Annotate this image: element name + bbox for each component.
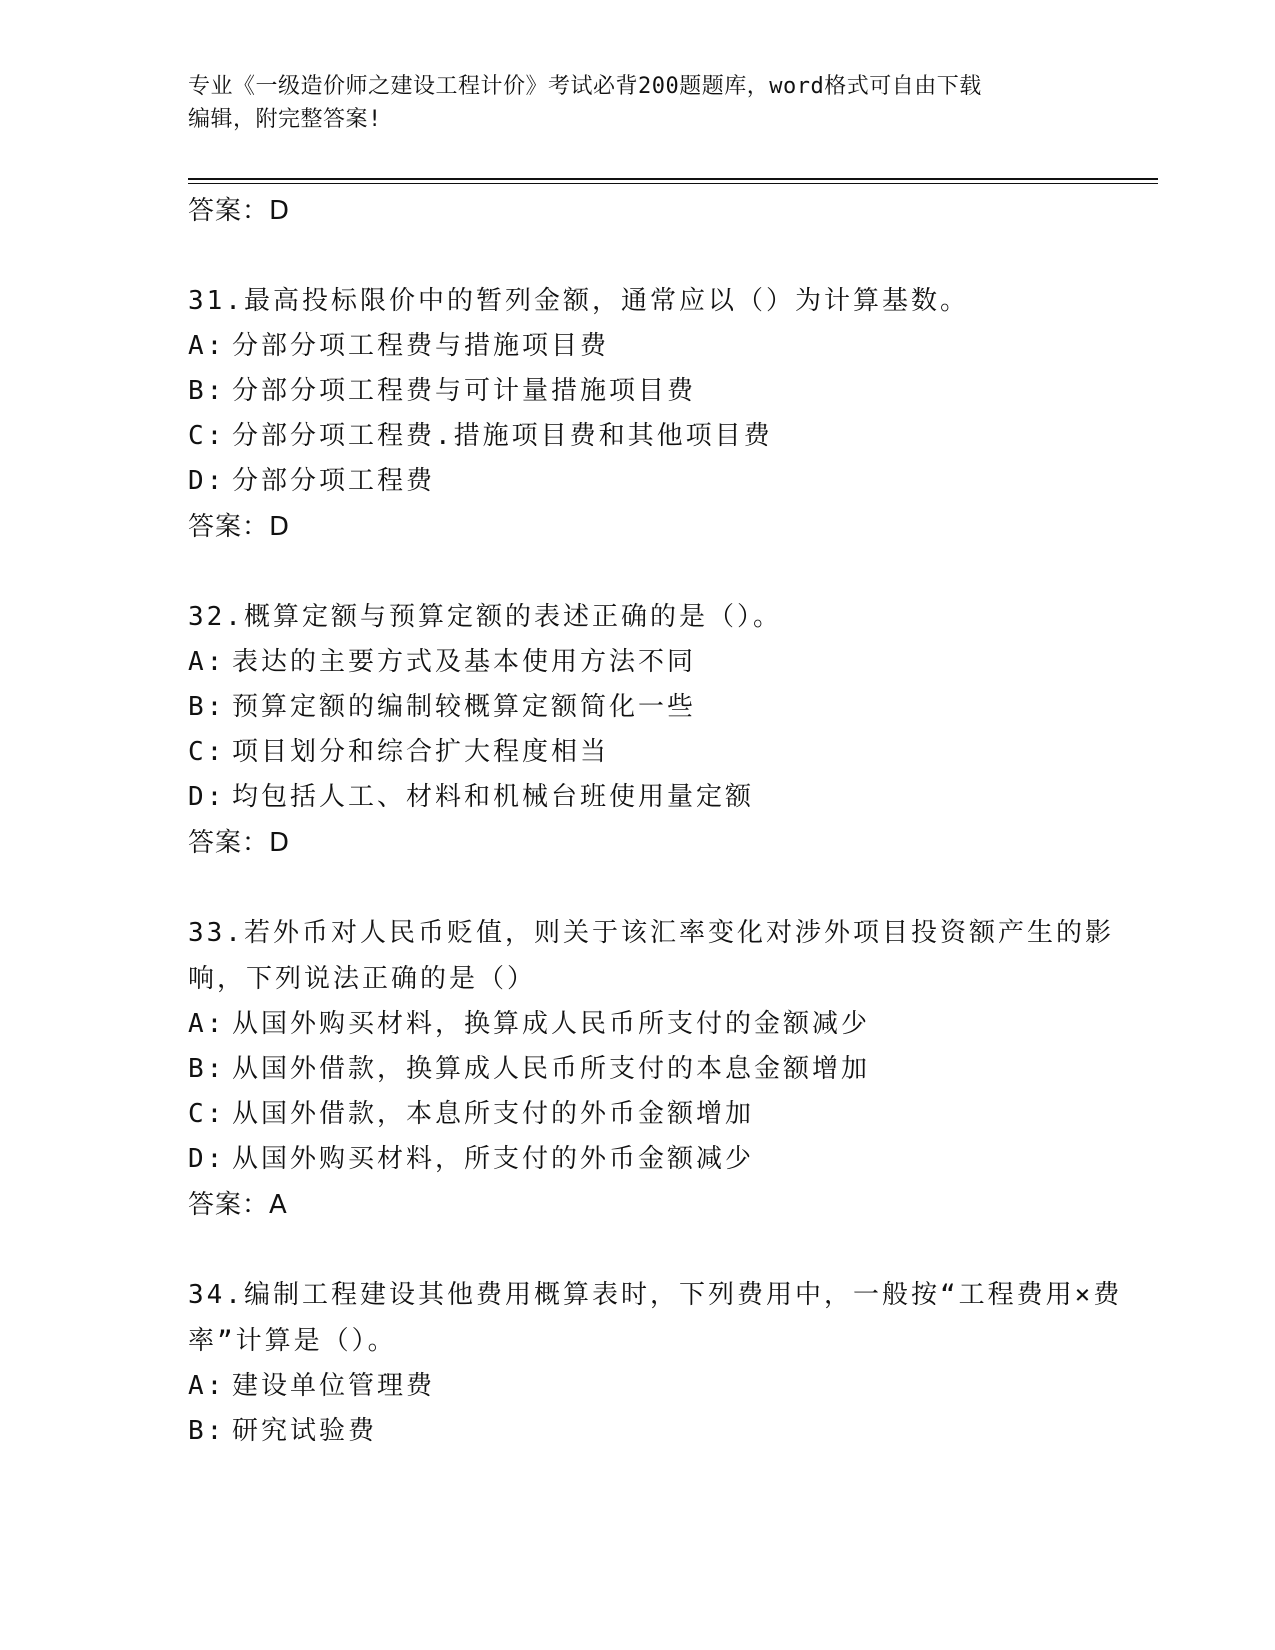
option-text: 分部分项工程费.措施项目费和其他项目费	[232, 421, 773, 451]
question-32	[188, 594, 1148, 866]
spacer	[188, 866, 1148, 910]
option-text: 从国外借款，换算成人民币所支付的本息金额增加	[232, 1054, 871, 1084]
option-letter: A:	[188, 1371, 226, 1401]
question-stem: 33.若外币对人民币贬值，则关于该汇率变化对涉外项目投资额产生的影响，下列说法正确的是（）	[188, 918, 1114, 994]
question-content	[188, 188, 1148, 1454]
option-text: 从国外购买材料，换算成人民币所支付的金额减少	[232, 1009, 871, 1039]
spacer	[188, 234, 1148, 278]
option-b	[188, 1409, 1148, 1454]
option-a	[188, 324, 1148, 369]
option-letter: A:	[188, 1009, 226, 1039]
option-c	[188, 1092, 1148, 1137]
question-stem: 34.编制工程建设其他费用概算表时，下列费用中，一般按“工程费用×费率”计算是（）。	[188, 1280, 1123, 1356]
option-letter: C:	[188, 421, 226, 451]
answer-line: 答案：D	[188, 828, 291, 858]
option-text: 分部分项工程费	[232, 466, 436, 496]
option-letter: B:	[188, 1054, 226, 1084]
option-text: 建设单位管理费	[232, 1371, 436, 1401]
option-letter: C:	[188, 1099, 226, 1129]
option-letter: B:	[188, 692, 226, 722]
question-34	[188, 1272, 1148, 1454]
option-text: 均包括人工、材料和机械台班使用量定额	[232, 782, 755, 812]
option-text: 项目划分和综合扩大程度相当	[232, 737, 610, 767]
option-a	[188, 640, 1148, 685]
header-divider	[188, 178, 1158, 184]
option-letter: A:	[188, 331, 226, 361]
answer-line: 答案：A	[188, 1190, 288, 1220]
option-letter: D:	[188, 1144, 226, 1174]
option-text: 研究试验费	[232, 1416, 378, 1446]
spacer	[188, 550, 1148, 594]
option-d	[188, 1137, 1148, 1182]
answer-line: 答案：D	[188, 196, 291, 226]
option-text: 分部分项工程费与措施项目费	[232, 331, 610, 361]
option-c	[188, 414, 1148, 459]
option-a	[188, 1002, 1148, 1047]
option-a	[188, 1364, 1148, 1409]
option-text: 从国外借款，本息所支付的外币金额增加	[232, 1099, 755, 1129]
option-d	[188, 459, 1148, 504]
question-33	[188, 910, 1148, 1228]
option-text: 表达的主要方式及基本使用方法不同	[232, 647, 697, 677]
option-text: 分部分项工程费与可计量措施项目费	[232, 376, 697, 406]
option-letter: D:	[188, 466, 226, 496]
question-stem: 32.概算定额与预算定额的表述正确的是（）。	[188, 602, 782, 632]
option-b	[188, 369, 1148, 414]
question-stem: 31.最高投标限价中的暂列金额，通常应以（）为计算基数。	[188, 286, 969, 316]
option-c	[188, 730, 1148, 775]
option-letter: D:	[188, 782, 226, 812]
option-letter: B:	[188, 1416, 226, 1446]
option-letter: B:	[188, 376, 226, 406]
option-d	[188, 775, 1148, 820]
option-b	[188, 1047, 1148, 1092]
spacer	[188, 1228, 1148, 1272]
option-letter: C:	[188, 737, 226, 767]
question-31	[188, 278, 1148, 550]
header-title-line-2: 编辑，附完整答案!	[188, 107, 382, 132]
option-text: 预算定额的编制较概算定额简化一些	[232, 692, 697, 722]
option-letter: A:	[188, 647, 226, 677]
document-header	[188, 70, 1088, 136]
option-b	[188, 685, 1148, 730]
header-title-line-1: 专业《一级造价师之建设工程计价》考试必背200题题库，word格式可自由下载	[188, 74, 982, 99]
option-text: 从国外购买材料，所支付的外币金额减少	[232, 1144, 755, 1174]
answer-line: 答案：D	[188, 512, 291, 542]
